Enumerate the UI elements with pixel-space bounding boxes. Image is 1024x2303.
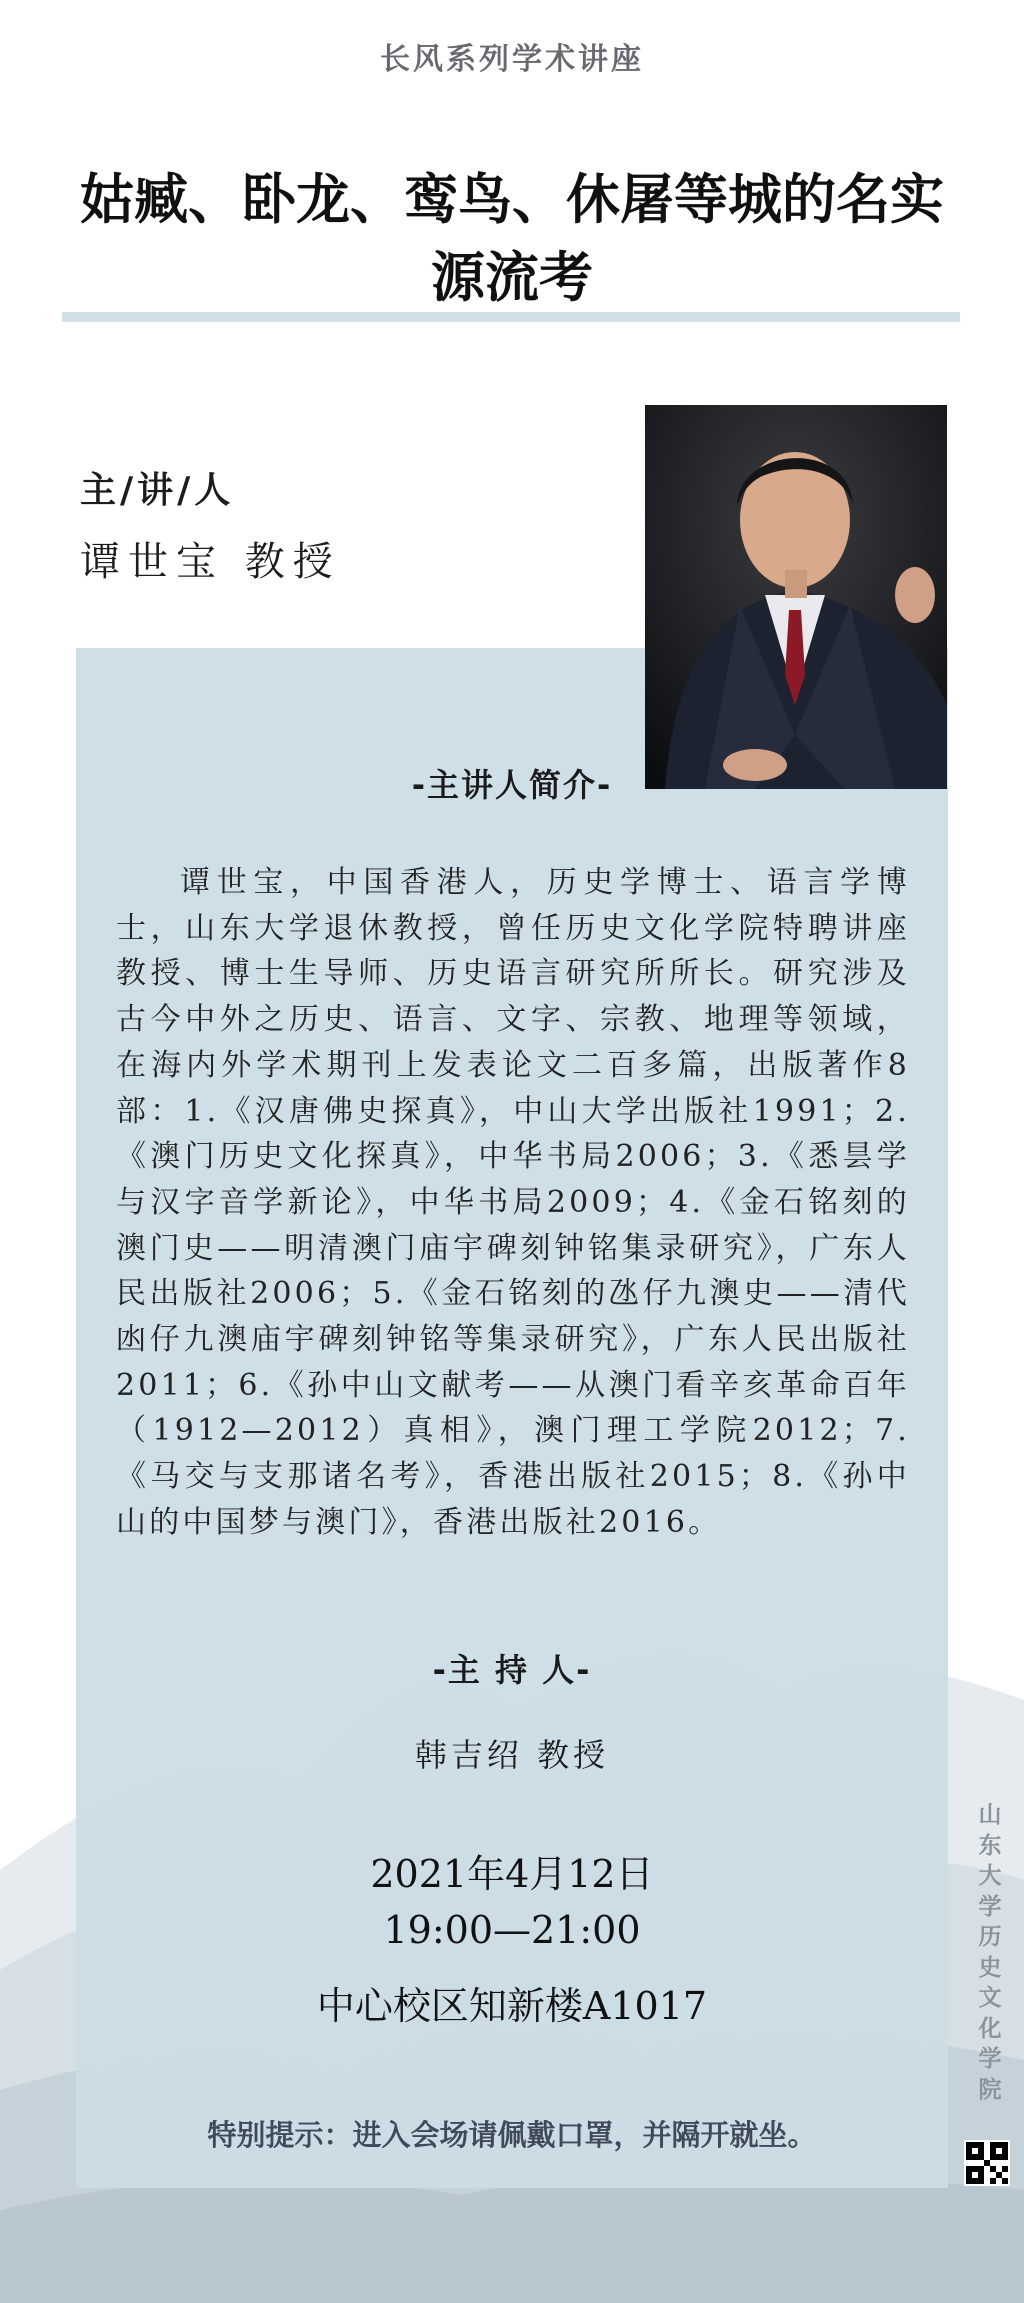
lecture-title: 姑臧、卧龙、鸾鸟、休屠等城的名实源流考 [80, 167, 944, 309]
event-date: 2021年4月12日 [370, 1852, 654, 1896]
speaker-portrait-image [645, 405, 947, 789]
event-location: 中心校区知新楼A1017 [316, 1984, 708, 2028]
speaker-label: 主/讲/人 [80, 470, 235, 511]
title-divider [62, 312, 960, 322]
bio-heading: -主讲人简介- [411, 766, 613, 804]
qr-code [964, 2140, 1010, 2186]
bio-text: 谭世宝，中国香港人，历史学博士、语言学博士，山东大学退休教授，曾任历史文化学院特聘讲座教授、博士生导师、历史语言研究所所长。研究涉及古今中外之历史、语言、文字、宗教、地理等领域，在海内外学术期刊上发表论文二百多篇，出版著作8部：1.《汉唐佛史探真》，中山大学出版社1991；2.《澳门历史文化探真》，中华书局2006；3.《悉昙学与汉字音学新论》，中华书局2009；4.《金石铭刻的澳门史——明清澳门庙宇碑刻钟铭集录研究》，广东人民出版社2006；5.《金石铭刻的氹仔九澳史——清代凼仔九澳庙宇碑刻钟铭等集录研究》，广东人民出版社2011；6.《孙中山文献考——从澳门看辛亥革命百年（1912—2012）真相》，澳门理工学院2012；7.《马交与支那诸名考》，香港出版社2015；8.《孙中山的中国梦与澳门》，香港出版社2016。 [116, 865, 910, 1540]
host-heading: -主 持 人- [432, 1651, 592, 1689]
lecture-series-title: 长风系列学术讲座 [380, 42, 644, 77]
special-notice: 特别提示：进入会场请佩戴口罩，并隔开就坐。 [207, 2118, 817, 2152]
host-name: 韩吉绍 教授 [414, 1736, 610, 1774]
institute-name: 山东大学历史文化学院 [978, 1801, 1002, 2103]
speaker-name: 谭世宝 教授 [80, 539, 341, 585]
event-time: 19:00—21:00 [383, 1908, 641, 1952]
speaker-photo [645, 405, 947, 789]
